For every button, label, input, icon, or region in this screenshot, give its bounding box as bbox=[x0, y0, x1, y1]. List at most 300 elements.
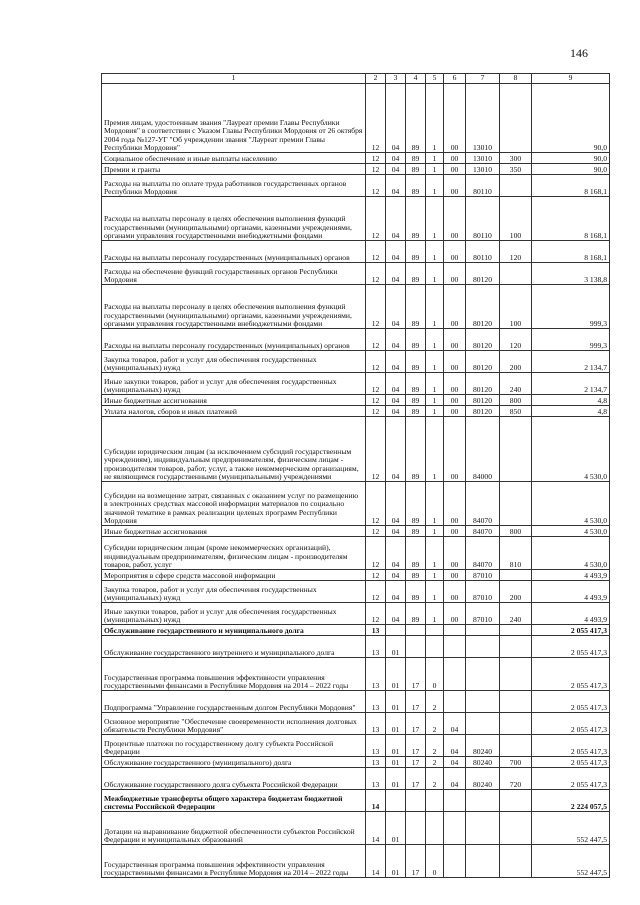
row-code-cell: 04 bbox=[386, 406, 406, 417]
row-code-cell bbox=[500, 658, 532, 691]
row-description: Процентные платежи по государственному долгу субъекта Российской Федерации bbox=[102, 735, 366, 757]
row-code-cell: 12 bbox=[366, 285, 386, 329]
row-code-cell: 80240 bbox=[466, 757, 500, 768]
row-code-cell bbox=[406, 625, 426, 636]
row-code-cell: 1 bbox=[426, 482, 444, 526]
row-code-cell: 300 bbox=[500, 153, 532, 164]
page-number: 146 bbox=[570, 46, 588, 60]
row-code-cell: 80120 bbox=[466, 285, 500, 329]
row-amount: 8 168,1 bbox=[532, 175, 610, 197]
table-row bbox=[102, 713, 610, 735]
row-code-cell: 12 bbox=[366, 197, 386, 241]
row-code-cell: 89 bbox=[406, 570, 426, 581]
row-code-cell bbox=[500, 175, 532, 197]
row-code-cell: 04 bbox=[386, 351, 406, 373]
row-code-cell: 80240 bbox=[466, 768, 500, 790]
row-code-cell: 80110 bbox=[466, 175, 500, 197]
row-description: Субсидии юридическим лицам (кроме некоммерческих организаций), индивидуальным предпринимателям, физическим лицам - производителям товаров, работ, услуг bbox=[102, 537, 366, 570]
table-row bbox=[102, 636, 610, 658]
row-code-cell: 80110 bbox=[466, 197, 500, 241]
row-amount: 552 447,5 bbox=[532, 812, 610, 845]
row-code-cell: 04 bbox=[386, 482, 406, 526]
row-code-cell: 04 bbox=[386, 373, 406, 395]
row-code-cell: 00 bbox=[444, 351, 466, 373]
row-code-cell: 12 bbox=[366, 175, 386, 197]
row-amount: 2 055 417,3 bbox=[532, 636, 610, 658]
row-code-cell: 13 bbox=[366, 713, 386, 735]
row-code-cell: 00 bbox=[444, 482, 466, 526]
row-code-cell: 1 bbox=[426, 241, 444, 263]
row-code-cell: 00 bbox=[444, 537, 466, 570]
row-code-cell: 12 bbox=[366, 570, 386, 581]
table-row bbox=[102, 84, 610, 153]
table-row bbox=[102, 197, 610, 241]
row-code-cell: 1 bbox=[426, 373, 444, 395]
row-code-cell: 12 bbox=[366, 373, 386, 395]
row-code-cell: 14 bbox=[366, 845, 386, 878]
row-code-cell: 1 bbox=[426, 175, 444, 197]
row-code-cell: 13 bbox=[366, 658, 386, 691]
column-header-8: 8 bbox=[500, 74, 532, 84]
row-code-cell: 80120 bbox=[466, 395, 500, 406]
row-code-cell: 04 bbox=[386, 417, 406, 482]
row-code-cell: 2 bbox=[426, 757, 444, 768]
budget-table bbox=[101, 73, 610, 878]
row-code-cell: 1 bbox=[426, 153, 444, 164]
row-code-cell bbox=[500, 735, 532, 757]
table-row bbox=[102, 395, 610, 406]
row-code-cell: 800 bbox=[500, 526, 532, 537]
row-code-cell: 00 bbox=[444, 164, 466, 175]
table-row bbox=[102, 790, 610, 812]
row-amount: 4,8 bbox=[532, 395, 610, 406]
table-header-row bbox=[102, 74, 610, 84]
row-code-cell: 12 bbox=[366, 84, 386, 153]
row-code-cell: 80120 bbox=[466, 406, 500, 417]
row-code-cell: 80120 bbox=[466, 263, 500, 285]
row-code-cell: 13 bbox=[366, 735, 386, 757]
row-description: Обслуживание государственного (муниципального) долга bbox=[102, 757, 366, 768]
table-row bbox=[102, 417, 610, 482]
row-code-cell: 00 bbox=[444, 395, 466, 406]
row-code-cell: 13 bbox=[366, 636, 386, 658]
row-description: Расходы на выплаты персоналу в целях обеспечения выполнения функций государственными (муниципальными) органами, казенными учреждениями, органами управления государственными внебюджетными фондами bbox=[102, 197, 366, 241]
row-amount: 90,0 bbox=[532, 84, 610, 153]
row-code-cell: 12 bbox=[366, 241, 386, 263]
row-code-cell bbox=[466, 636, 500, 658]
row-code-cell: 00 bbox=[444, 175, 466, 197]
table-row bbox=[102, 537, 610, 570]
row-code-cell: 13 bbox=[366, 757, 386, 768]
row-code-cell bbox=[386, 625, 406, 636]
row-code-cell: 810 bbox=[500, 537, 532, 570]
row-description: Обслуживание государственного внутреннего и муниципального долга bbox=[102, 636, 366, 658]
row-code-cell: 04 bbox=[386, 581, 406, 603]
row-description: Иные закупки товаров, работ и услуг для обеспечения государственных (муниципальных) нужд bbox=[102, 373, 366, 395]
row-description: Расходы на выплаты персоналу государственных (муниципальных) органов bbox=[102, 329, 366, 351]
row-code-cell: 13 bbox=[366, 691, 386, 713]
row-code-cell: 01 bbox=[386, 658, 406, 691]
row-description: Субсидии на возмещение затрат, связанных с оказанием услуг по размещению в электронных средствах массовой информации материалов по социально значимой тематике в рамках реализации целевых программ Республики Мордовия bbox=[102, 482, 366, 526]
row-description: Иные бюджетные ассигнования bbox=[102, 526, 366, 537]
row-code-cell: 17 bbox=[406, 658, 426, 691]
row-code-cell: 89 bbox=[406, 395, 426, 406]
table-row bbox=[102, 164, 610, 175]
row-code-cell: 12 bbox=[366, 263, 386, 285]
row-code-cell bbox=[444, 845, 466, 878]
row-code-cell: 89 bbox=[406, 153, 426, 164]
row-code-cell: 00 bbox=[444, 526, 466, 537]
column-header-7: 7 bbox=[466, 74, 500, 84]
row-code-cell: 89 bbox=[406, 526, 426, 537]
column-header-6: 6 bbox=[444, 74, 466, 84]
row-code-cell bbox=[444, 812, 466, 845]
row-code-cell: 04 bbox=[386, 570, 406, 581]
row-code-cell: 01 bbox=[386, 636, 406, 658]
row-amount: 2 055 417,3 bbox=[532, 713, 610, 735]
row-code-cell: 00 bbox=[444, 263, 466, 285]
row-code-cell bbox=[426, 812, 444, 845]
row-description: Закупка товаров, работ и услуг для обеспечения государственных (муниципальных) нужд bbox=[102, 581, 366, 603]
table-row bbox=[102, 482, 610, 526]
row-description: Мероприятия в сфере средств массовой информации bbox=[102, 570, 366, 581]
row-code-cell: 89 bbox=[406, 373, 426, 395]
row-code-cell: 2 bbox=[426, 768, 444, 790]
row-description: Расходы на выплаты по оплате труда работников государственных органов Республики Мордовия bbox=[102, 175, 366, 197]
row-code-cell: 04 bbox=[444, 735, 466, 757]
table-row bbox=[102, 570, 610, 581]
row-code-cell: 84070 bbox=[466, 482, 500, 526]
table-row bbox=[102, 406, 610, 417]
row-code-cell bbox=[444, 790, 466, 812]
row-code-cell bbox=[500, 263, 532, 285]
row-code-cell: 04 bbox=[386, 329, 406, 351]
row-code-cell: 12 bbox=[366, 351, 386, 373]
row-description: Дотации на выравнивание бюджетной обеспеченности субъектов Российской Федерации и муниципальных образований bbox=[102, 812, 366, 845]
row-amount: 2 055 417,3 bbox=[532, 658, 610, 691]
table-row bbox=[102, 285, 610, 329]
row-code-cell: 100 bbox=[500, 197, 532, 241]
column-header-2: 2 bbox=[366, 74, 386, 84]
row-code-cell: 17 bbox=[406, 735, 426, 757]
row-amount: 2 055 417,3 bbox=[532, 757, 610, 768]
row-code-cell: 89 bbox=[406, 241, 426, 263]
row-code-cell: 04 bbox=[386, 526, 406, 537]
row-code-cell: 17 bbox=[406, 845, 426, 878]
row-code-cell: 04 bbox=[386, 263, 406, 285]
row-code-cell: 2 bbox=[426, 691, 444, 713]
row-code-cell: 00 bbox=[444, 603, 466, 625]
row-code-cell: 200 bbox=[500, 351, 532, 373]
row-code-cell bbox=[406, 812, 426, 845]
row-description: Расходы на выплаты персоналу в целях обеспечения выполнения функций государственными (муниципальными) органами, казенными учреждениями, органами управления государственными внебюджетными фондами bbox=[102, 285, 366, 329]
row-amount: 2 055 417,3 bbox=[532, 768, 610, 790]
row-code-cell: 87010 bbox=[466, 603, 500, 625]
row-code-cell: 12 bbox=[366, 537, 386, 570]
row-code-cell: 04 bbox=[386, 395, 406, 406]
row-code-cell: 13 bbox=[366, 768, 386, 790]
row-code-cell bbox=[500, 482, 532, 526]
row-amount: 2 134,7 bbox=[532, 351, 610, 373]
row-code-cell: 01 bbox=[386, 768, 406, 790]
row-code-cell: 1 bbox=[426, 570, 444, 581]
row-code-cell bbox=[466, 713, 500, 735]
row-description: Государственная программа повышения эффективности управления государственными финансами в Республике Мордовия на 2014 – 2022 годы bbox=[102, 845, 366, 878]
table-row bbox=[102, 241, 610, 263]
row-code-cell: 720 bbox=[500, 768, 532, 790]
row-amount: 4 493,9 bbox=[532, 581, 610, 603]
row-code-cell: 200 bbox=[500, 581, 532, 603]
row-code-cell bbox=[500, 417, 532, 482]
row-description: Расходы на обеспечение функций государственных органов Республики Мордовия bbox=[102, 263, 366, 285]
table-row bbox=[102, 581, 610, 603]
row-code-cell: 1 bbox=[426, 197, 444, 241]
row-code-cell: 00 bbox=[444, 570, 466, 581]
row-code-cell: 12 bbox=[366, 395, 386, 406]
row-code-cell: 89 bbox=[406, 164, 426, 175]
row-description: Социальное обеспечение и иные выплаты населению bbox=[102, 153, 366, 164]
row-code-cell: 01 bbox=[386, 735, 406, 757]
table-row bbox=[102, 691, 610, 713]
row-amount: 4 530,0 bbox=[532, 537, 610, 570]
row-amount: 2 224 057,5 bbox=[532, 790, 610, 812]
row-description: Государственная программа повышения эффективности управления государственными финансами в Республике Мордовия на 2014 – 2022 годы bbox=[102, 658, 366, 691]
row-code-cell: 87010 bbox=[466, 581, 500, 603]
row-code-cell: 12 bbox=[366, 153, 386, 164]
table-row bbox=[102, 175, 610, 197]
row-code-cell: 84070 bbox=[466, 537, 500, 570]
table-row bbox=[102, 153, 610, 164]
row-code-cell: 04 bbox=[386, 603, 406, 625]
row-code-cell: 04 bbox=[386, 197, 406, 241]
row-description: Закупка товаров, работ и услуг для обеспечения государственных (муниципальных) нужд bbox=[102, 351, 366, 373]
row-code-cell: 01 bbox=[386, 812, 406, 845]
row-code-cell bbox=[466, 625, 500, 636]
row-code-cell: 12 bbox=[366, 406, 386, 417]
row-code-cell: 12 bbox=[366, 526, 386, 537]
row-code-cell: 89 bbox=[406, 263, 426, 285]
row-amount: 999,3 bbox=[532, 285, 610, 329]
row-code-cell: 1 bbox=[426, 537, 444, 570]
row-amount: 3 138,8 bbox=[532, 263, 610, 285]
row-code-cell: 04 bbox=[444, 768, 466, 790]
row-description: Основное мероприятие "Обеспечение своевременности исполнения долговых обязательств Республики Мордовия" bbox=[102, 713, 366, 735]
row-code-cell: 00 bbox=[444, 285, 466, 329]
row-amount: 4 530,0 bbox=[532, 417, 610, 482]
row-code-cell: 04 bbox=[386, 537, 406, 570]
row-code-cell bbox=[444, 625, 466, 636]
row-description: Расходы на выплаты персоналу государственных (муниципальных) органов bbox=[102, 241, 366, 263]
row-amount: 4 530,0 bbox=[532, 482, 610, 526]
row-code-cell: 00 bbox=[444, 197, 466, 241]
row-code-cell: 1 bbox=[426, 417, 444, 482]
row-code-cell bbox=[426, 625, 444, 636]
row-code-cell bbox=[444, 691, 466, 713]
row-amount: 2 055 417,3 bbox=[532, 691, 610, 713]
row-code-cell bbox=[500, 84, 532, 153]
row-code-cell: 00 bbox=[444, 153, 466, 164]
row-code-cell bbox=[406, 790, 426, 812]
row-code-cell: 04 bbox=[386, 84, 406, 153]
row-code-cell bbox=[466, 691, 500, 713]
row-code-cell bbox=[406, 636, 426, 658]
row-code-cell bbox=[444, 658, 466, 691]
row-amount: 552 447,5 bbox=[532, 845, 610, 878]
row-code-cell: 01 bbox=[386, 757, 406, 768]
row-code-cell: 04 bbox=[444, 713, 466, 735]
row-code-cell: 1 bbox=[426, 581, 444, 603]
table-row bbox=[102, 351, 610, 373]
row-code-cell: 850 bbox=[500, 406, 532, 417]
row-amount: 999,3 bbox=[532, 329, 610, 351]
table-row bbox=[102, 812, 610, 845]
row-code-cell: 12 bbox=[366, 164, 386, 175]
row-code-cell: 0 bbox=[426, 845, 444, 878]
row-code-cell: 240 bbox=[500, 603, 532, 625]
table-row bbox=[102, 625, 610, 636]
row-code-cell: 14 bbox=[366, 790, 386, 812]
row-code-cell: 12 bbox=[366, 482, 386, 526]
row-code-cell: 350 bbox=[500, 164, 532, 175]
row-description: Обслуживание государственного и муниципального долга bbox=[102, 625, 366, 636]
row-description: Премия лицам, удостоенным звания "Лауреат премии Главы Республики Мордовия" в соответствии с Указом Главы Республики Мордовия от 26 октября 2004 года №127-УГ "Об учреждении звания "Лауреат премии Главы Республики Мордовия" bbox=[102, 84, 366, 153]
row-code-cell: 14 bbox=[366, 812, 386, 845]
row-code-cell: 87010 bbox=[466, 570, 500, 581]
row-code-cell: 17 bbox=[406, 768, 426, 790]
row-code-cell: 1 bbox=[426, 164, 444, 175]
column-header-3: 3 bbox=[386, 74, 406, 84]
row-description: Субсидии юридическим лицам (за исключением субсидий государственным учреждениям), индивидуальным предпринимателям, физическим лицам - производителям товаров, работ, услуг, а также некоммерческим организациям, не являющимся государственными (муниципальными) учреждениями bbox=[102, 417, 366, 482]
row-code-cell: 89 bbox=[406, 351, 426, 373]
row-code-cell: 04 bbox=[386, 153, 406, 164]
row-code-cell: 00 bbox=[444, 373, 466, 395]
row-amount: 2 134,7 bbox=[532, 373, 610, 395]
row-code-cell bbox=[466, 845, 500, 878]
row-code-cell: 01 bbox=[386, 713, 406, 735]
row-code-cell: 13 bbox=[366, 625, 386, 636]
row-code-cell: 17 bbox=[406, 757, 426, 768]
row-code-cell: 80110 bbox=[466, 241, 500, 263]
row-code-cell: 01 bbox=[386, 845, 406, 878]
row-amount: 2 055 417,3 bbox=[532, 625, 610, 636]
row-code-cell: 04 bbox=[386, 285, 406, 329]
row-description: Межбюджетные трансферты общего характера бюджетам бюджетной системы Российской Федерации bbox=[102, 790, 366, 812]
row-code-cell: 00 bbox=[444, 417, 466, 482]
row-code-cell: 89 bbox=[406, 329, 426, 351]
row-code-cell: 1 bbox=[426, 406, 444, 417]
row-code-cell: 04 bbox=[444, 757, 466, 768]
row-code-cell: 1 bbox=[426, 329, 444, 351]
row-code-cell: 1 bbox=[426, 351, 444, 373]
row-amount: 90,0 bbox=[532, 153, 610, 164]
row-code-cell bbox=[500, 636, 532, 658]
row-code-cell: 17 bbox=[406, 691, 426, 713]
row-code-cell: 80120 bbox=[466, 351, 500, 373]
row-description: Уплата налогов, сборов и иных платежей bbox=[102, 406, 366, 417]
row-code-cell: 89 bbox=[406, 581, 426, 603]
row-code-cell bbox=[500, 845, 532, 878]
row-description: Иные закупки товаров, работ и услуг для обеспечения государственных (муниципальных) нужд bbox=[102, 603, 366, 625]
column-header-5: 5 bbox=[426, 74, 444, 84]
row-code-cell: 00 bbox=[444, 329, 466, 351]
table-row bbox=[102, 757, 610, 768]
row-amount: 4,8 bbox=[532, 406, 610, 417]
row-code-cell: 12 bbox=[366, 417, 386, 482]
row-code-cell: 1 bbox=[426, 84, 444, 153]
row-code-cell: 1 bbox=[426, 285, 444, 329]
table-row bbox=[102, 845, 610, 878]
column-header-1: 1 bbox=[102, 74, 366, 84]
row-code-cell: 12 bbox=[366, 603, 386, 625]
row-amount: 4 493,9 bbox=[532, 603, 610, 625]
row-description: Иные бюджетные ассигнования bbox=[102, 395, 366, 406]
row-code-cell: 80120 bbox=[466, 373, 500, 395]
row-code-cell: 89 bbox=[406, 175, 426, 197]
row-code-cell: 89 bbox=[406, 537, 426, 570]
row-code-cell: 120 bbox=[500, 329, 532, 351]
row-code-cell bbox=[426, 636, 444, 658]
row-amount: 2 055 417,3 bbox=[532, 735, 610, 757]
row-code-cell bbox=[386, 790, 406, 812]
row-code-cell: 120 bbox=[500, 241, 532, 263]
row-description: Обслуживание государственного долга субъекта Российской Федерации bbox=[102, 768, 366, 790]
row-code-cell: 89 bbox=[406, 285, 426, 329]
row-code-cell: 84070 bbox=[466, 526, 500, 537]
row-code-cell: 2 bbox=[426, 735, 444, 757]
row-code-cell: 2 bbox=[426, 713, 444, 735]
row-code-cell: 89 bbox=[406, 603, 426, 625]
row-code-cell: 1 bbox=[426, 526, 444, 537]
row-description: Подпрограмма "Управление государственным долгом Республики Мордовия" bbox=[102, 691, 366, 713]
row-code-cell: 17 bbox=[406, 713, 426, 735]
row-code-cell bbox=[500, 691, 532, 713]
table-row bbox=[102, 329, 610, 351]
row-code-cell bbox=[444, 636, 466, 658]
row-code-cell bbox=[466, 658, 500, 691]
row-code-cell: 00 bbox=[444, 581, 466, 603]
row-code-cell: 13010 bbox=[466, 84, 500, 153]
row-code-cell: 89 bbox=[406, 417, 426, 482]
row-code-cell: 0 bbox=[426, 658, 444, 691]
row-code-cell: 84000 bbox=[466, 417, 500, 482]
row-code-cell: 04 bbox=[386, 241, 406, 263]
row-amount: 8 168,1 bbox=[532, 197, 610, 241]
row-code-cell: 240 bbox=[500, 373, 532, 395]
row-code-cell: 800 bbox=[500, 395, 532, 406]
row-code-cell: 01 bbox=[386, 691, 406, 713]
row-code-cell: 12 bbox=[366, 581, 386, 603]
row-code-cell bbox=[500, 570, 532, 581]
row-amount: 4 493,9 bbox=[532, 570, 610, 581]
row-code-cell: 700 bbox=[500, 757, 532, 768]
row-code-cell bbox=[500, 790, 532, 812]
row-code-cell: 00 bbox=[444, 84, 466, 153]
table-row bbox=[102, 658, 610, 691]
row-code-cell bbox=[466, 812, 500, 845]
row-code-cell: 04 bbox=[386, 164, 406, 175]
row-code-cell: 12 bbox=[366, 329, 386, 351]
row-code-cell: 1 bbox=[426, 603, 444, 625]
row-amount: 8 168,1 bbox=[532, 241, 610, 263]
row-code-cell: 13010 bbox=[466, 164, 500, 175]
row-code-cell bbox=[426, 790, 444, 812]
table-row bbox=[102, 603, 610, 625]
row-code-cell: 89 bbox=[406, 197, 426, 241]
row-code-cell bbox=[500, 713, 532, 735]
table-row bbox=[102, 768, 610, 790]
row-code-cell: 89 bbox=[406, 84, 426, 153]
row-code-cell: 00 bbox=[444, 406, 466, 417]
